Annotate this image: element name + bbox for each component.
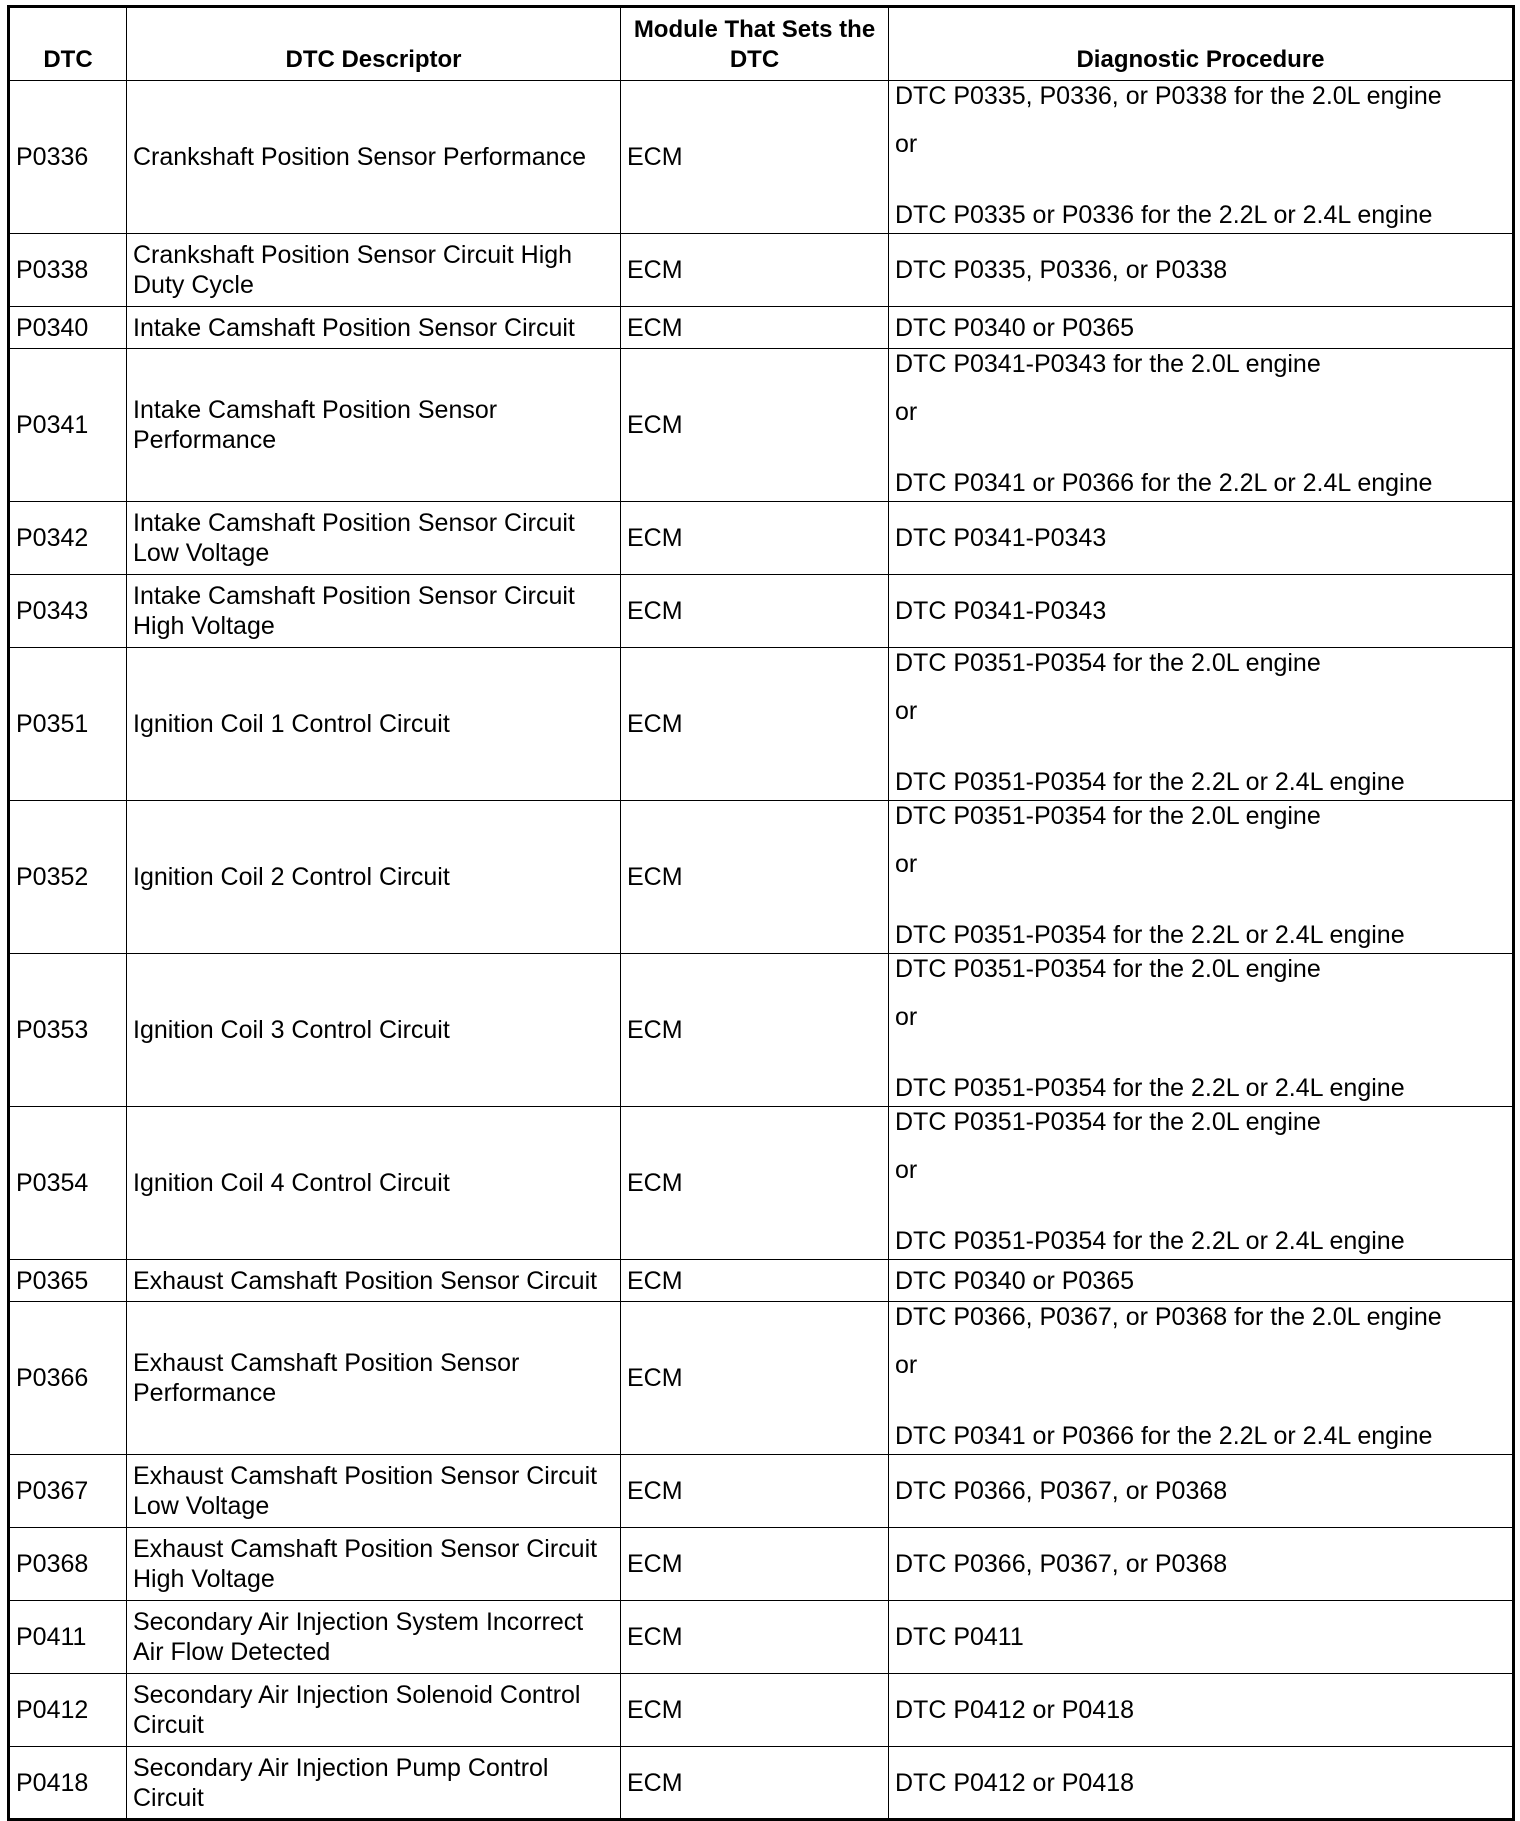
procedure-line: DTC P0412 or P0418 [895, 1768, 1135, 1797]
procedure-line: or [895, 130, 918, 158]
procedure-line: DTC P0340 or P0365 [895, 313, 1135, 342]
cell-dtc: P0418 [9, 1747, 127, 1820]
cell-module: ECM [621, 1260, 889, 1302]
cell-procedure [889, 575, 1514, 648]
procedure-line: DTC P0341-P0343 for the 2.0L engine [895, 350, 1321, 378]
cell-procedure [889, 1601, 1514, 1674]
cell-procedure [889, 801, 1514, 954]
cell-module: ECM [621, 1601, 889, 1674]
table-row [9, 1674, 1514, 1747]
cell-dtc: P0341 [9, 349, 127, 502]
cell-dtc: P0351 [9, 648, 127, 801]
header-procedure: Diagnostic Procedure [889, 7, 1514, 81]
procedure-line: DTC P0341 or P0366 for the 2.2L or 2.4L engine [895, 1422, 1433, 1450]
procedure-line: DTC P0335 or P0336 for the 2.2L or 2.4L engine [895, 201, 1433, 229]
table-row [9, 1260, 1514, 1302]
dtc-table [7, 5, 1515, 1821]
header-dtc: DTC [9, 7, 127, 81]
procedure-line: DTC P0351-P0354 for the 2.2L or 2.4L engine [895, 1074, 1405, 1102]
cell-descriptor: Crankshaft Position Sensor Performance [127, 81, 621, 234]
cell-module: ECM [621, 81, 889, 234]
cell-procedure [889, 1107, 1514, 1260]
cell-procedure [889, 1455, 1514, 1528]
cell-procedure [889, 307, 1514, 349]
procedure-line: DTC P0351-P0354 for the 2.0L engine [895, 955, 1321, 983]
procedure-line: DTC P0351-P0354 for the 2.2L or 2.4L engine [895, 1227, 1405, 1255]
cell-descriptor: Secondary Air Injection Solenoid Control Circuit [127, 1674, 621, 1747]
table-row [9, 648, 1514, 801]
cell-descriptor: Ignition Coil 4 Control Circuit [127, 1107, 621, 1260]
cell-descriptor: Exhaust Camshaft Position Sensor Circuit [127, 1260, 621, 1302]
cell-procedure [889, 1302, 1514, 1455]
procedure-line: DTC P0351-P0354 for the 2.0L engine [895, 1108, 1321, 1136]
table-row [9, 1302, 1514, 1455]
procedure-line: DTC P0335, P0336, or P0338 [895, 256, 1228, 284]
cell-procedure [889, 81, 1514, 234]
procedure-line: or [895, 398, 918, 426]
cell-module: ECM [621, 502, 889, 575]
cell-dtc: P0338 [9, 234, 127, 307]
header-module: Module That Sets the DTC [621, 7, 889, 81]
procedure-line: DTC P0341 or P0366 for the 2.2L or 2.4L engine [895, 469, 1433, 497]
procedure-line: DTC P0366, P0367, or P0368 [895, 1477, 1228, 1505]
cell-module: ECM [621, 954, 889, 1107]
cell-dtc: P0366 [9, 1302, 127, 1455]
table-row [9, 801, 1514, 954]
cell-dtc: P0368 [9, 1528, 127, 1601]
table-row [9, 954, 1514, 1107]
cell-descriptor: Ignition Coil 2 Control Circuit [127, 801, 621, 954]
cell-procedure [889, 502, 1514, 575]
cell-descriptor: Intake Camshaft Position Sensor Circuit Low Voltage [127, 502, 621, 575]
cell-descriptor: Intake Camshaft Position Sensor Performance [127, 349, 621, 502]
cell-procedure [889, 1528, 1514, 1601]
cell-procedure [889, 648, 1514, 801]
procedure-line: or [895, 1003, 918, 1031]
table-row [9, 1528, 1514, 1601]
cell-dtc: P0343 [9, 575, 127, 648]
procedure-line: DTC P0351-P0354 for the 2.2L or 2.4L engine [895, 768, 1405, 796]
table-row [9, 1747, 1514, 1820]
table-row [9, 307, 1514, 349]
procedure-line: DTC P0366, P0367, or P0368 [895, 1550, 1228, 1578]
cell-dtc: P0353 [9, 954, 127, 1107]
table-body [9, 81, 1514, 1820]
cell-module: ECM [621, 648, 889, 801]
cell-descriptor: Exhaust Camshaft Position Sensor Circuit High Voltage [127, 1528, 621, 1601]
cell-module: ECM [621, 234, 889, 307]
cell-dtc: P0365 [9, 1260, 127, 1302]
cell-dtc: P0412 [9, 1674, 127, 1747]
cell-descriptor: Crankshaft Position Sensor Circuit High Duty Cycle [127, 234, 621, 307]
cell-descriptor: Secondary Air Injection Pump Control Circuit [127, 1747, 621, 1820]
procedure-line: DTC P0366, P0367, or P0368 for the 2.0L engine [895, 1303, 1442, 1331]
table-row [9, 502, 1514, 575]
cell-module: ECM [621, 1455, 889, 1528]
cell-procedure [889, 954, 1514, 1107]
cell-module: ECM [621, 1747, 889, 1820]
table-row [9, 1601, 1514, 1674]
header-descriptor: DTC Descriptor [127, 7, 621, 81]
table-row [9, 81, 1514, 234]
cell-procedure [889, 234, 1514, 307]
cell-dtc: P0352 [9, 801, 127, 954]
cell-procedure [889, 1747, 1514, 1820]
table-row [9, 349, 1514, 502]
cell-module: ECM [621, 575, 889, 648]
cell-dtc: P0354 [9, 1107, 127, 1260]
table-row [9, 234, 1514, 307]
procedure-line: DTC P0412 or P0418 [895, 1696, 1135, 1724]
cell-procedure [889, 1674, 1514, 1747]
cell-dtc: P0340 [9, 307, 127, 349]
procedure-line: or [895, 697, 918, 725]
procedure-line: DTC P0341-P0343 [895, 597, 1107, 625]
cell-dtc: P0367 [9, 1455, 127, 1528]
cell-dtc: P0411 [9, 1601, 127, 1674]
cell-module: ECM [621, 307, 889, 349]
cell-module: ECM [621, 1528, 889, 1601]
cell-descriptor: Intake Camshaft Position Sensor Circuit High Voltage [127, 575, 621, 648]
table-header-row [9, 7, 1514, 81]
procedure-line: DTC P0351-P0354 for the 2.2L or 2.4L engine [895, 921, 1405, 949]
cell-dtc: P0342 [9, 502, 127, 575]
cell-descriptor: Ignition Coil 1 Control Circuit [127, 648, 621, 801]
cell-dtc: P0336 [9, 81, 127, 234]
cell-descriptor: Secondary Air Injection System Incorrect Air Flow Detected [127, 1601, 621, 1674]
cell-module: ECM [621, 1674, 889, 1747]
cell-module: ECM [621, 1107, 889, 1260]
table-row [9, 1455, 1514, 1528]
procedure-line: or [895, 1156, 918, 1184]
cell-descriptor: Exhaust Camshaft Position Sensor Circuit Low Voltage [127, 1455, 621, 1528]
procedure-line: or [895, 850, 918, 878]
cell-procedure [889, 349, 1514, 502]
procedure-line: DTC P0351-P0354 for the 2.0L engine [895, 649, 1321, 677]
cell-descriptor: Ignition Coil 3 Control Circuit [127, 954, 621, 1107]
procedure-line: or [895, 1351, 918, 1379]
cell-descriptor: Exhaust Camshaft Position Sensor Performance [127, 1302, 621, 1455]
procedure-line: DTC P0411 [895, 1623, 1024, 1651]
cell-module: ECM [621, 349, 889, 502]
cell-descriptor: Intake Camshaft Position Sensor Circuit [127, 307, 621, 349]
procedure-line: DTC P0351-P0354 for the 2.0L engine [895, 802, 1321, 830]
procedure-line: DTC P0335, P0336, or P0338 for the 2.0L engine [895, 82, 1442, 110]
procedure-line: DTC P0340 or P0365 [895, 1266, 1135, 1295]
cell-procedure [889, 1260, 1514, 1302]
procedure-line: DTC P0341-P0343 [895, 524, 1107, 552]
cell-module: ECM [621, 801, 889, 954]
table-row [9, 575, 1514, 648]
cell-module: ECM [621, 1302, 889, 1455]
table-row [9, 1107, 1514, 1260]
